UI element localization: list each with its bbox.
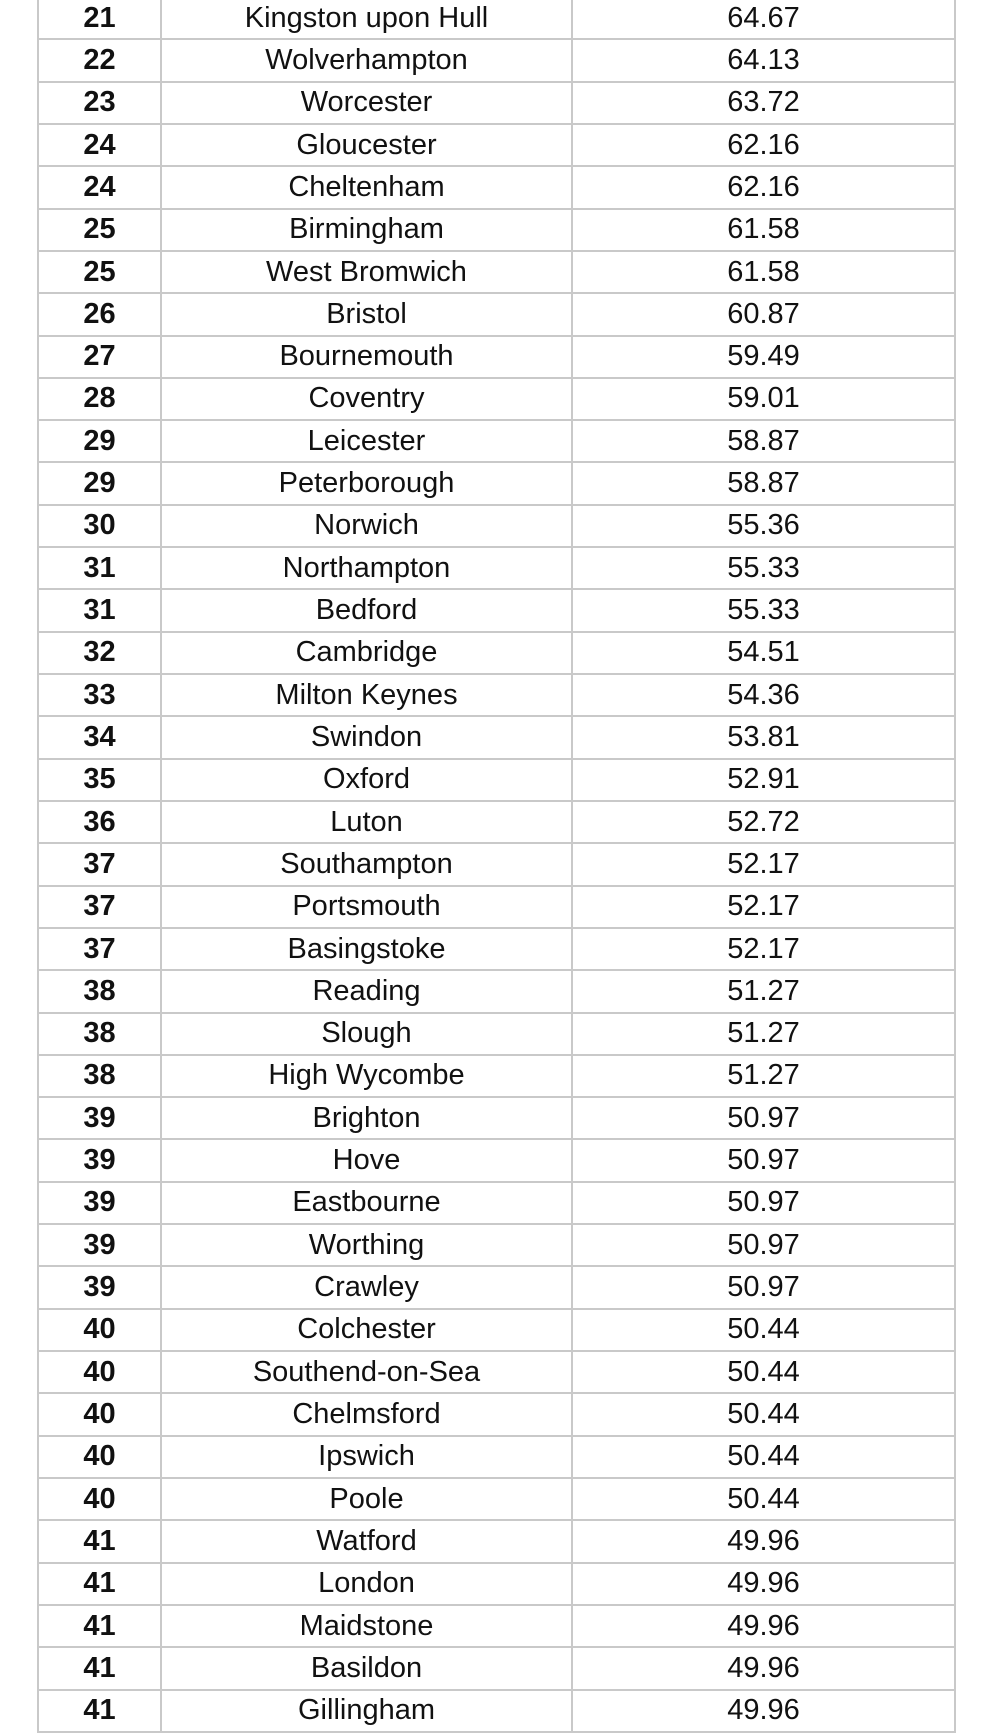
city-cell: Kingston upon Hull <box>161 0 572 39</box>
score-cell: 52.17 <box>572 843 955 885</box>
score-cell: 50.44 <box>572 1436 955 1478</box>
table-row <box>38 759 955 801</box>
city-cell: London <box>161 1563 572 1605</box>
rank-cell: 40 <box>38 1309 161 1351</box>
score-cell: 50.97 <box>572 1266 955 1308</box>
score-cell: 59.01 <box>572 378 955 420</box>
score-cell: 52.72 <box>572 801 955 843</box>
score-cell: 49.96 <box>572 1605 955 1647</box>
table-row <box>38 1436 955 1478</box>
city-cell: Cambridge <box>161 632 572 674</box>
table-row <box>38 1182 955 1224</box>
city-cell: Ipswich <box>161 1436 572 1478</box>
score-cell: 49.96 <box>572 1690 955 1732</box>
rank-cell: 28 <box>38 378 161 420</box>
city-cell: Coventry <box>161 378 572 420</box>
city-cell: Wolverhampton <box>161 39 572 81</box>
score-cell: 61.58 <box>572 251 955 293</box>
score-cell: 61.58 <box>572 209 955 251</box>
rank-cell: 41 <box>38 1690 161 1732</box>
score-cell: 60.87 <box>572 293 955 335</box>
table-row <box>38 378 955 420</box>
rank-cell: 39 <box>38 1266 161 1308</box>
table-row <box>38 0 955 39</box>
rank-cell: 24 <box>38 124 161 166</box>
score-cell: 50.44 <box>572 1478 955 1520</box>
table-row <box>38 886 955 928</box>
score-cell: 59.49 <box>572 336 955 378</box>
table-row <box>38 293 955 335</box>
table-row <box>38 251 955 293</box>
city-cell: Oxford <box>161 759 572 801</box>
city-cell: Poole <box>161 1478 572 1520</box>
score-cell: 58.87 <box>572 462 955 504</box>
city-cell: Bedford <box>161 589 572 631</box>
rank-cell: 38 <box>38 1013 161 1055</box>
rank-cell: 25 <box>38 209 161 251</box>
table-row <box>38 1520 955 1562</box>
rank-cell: 39 <box>38 1097 161 1139</box>
rank-cell: 30 <box>38 505 161 547</box>
table-row <box>38 716 955 758</box>
score-cell: 55.36 <box>572 505 955 547</box>
rank-cell: 25 <box>38 251 161 293</box>
table-row <box>38 166 955 208</box>
rank-cell: 37 <box>38 843 161 885</box>
city-cell: Gillingham <box>161 1690 572 1732</box>
table-row <box>38 1139 955 1181</box>
score-cell: 64.13 <box>572 39 955 81</box>
table-row <box>38 209 955 251</box>
city-cell: Basingstoke <box>161 928 572 970</box>
table-row <box>38 39 955 81</box>
city-cell: Worcester <box>161 82 572 124</box>
table-row <box>38 1351 955 1393</box>
score-cell: 64.67 <box>572 0 955 39</box>
score-cell: 49.96 <box>572 1520 955 1562</box>
table-row <box>38 505 955 547</box>
score-cell: 49.96 <box>572 1563 955 1605</box>
rank-cell: 29 <box>38 462 161 504</box>
city-cell: Swindon <box>161 716 572 758</box>
table-row <box>38 843 955 885</box>
rank-cell: 29 <box>38 420 161 462</box>
city-cell: Cheltenham <box>161 166 572 208</box>
score-cell: 54.36 <box>572 674 955 716</box>
table-row <box>38 928 955 970</box>
rank-cell: 41 <box>38 1563 161 1605</box>
score-cell: 62.16 <box>572 166 955 208</box>
city-cell: Chelmsford <box>161 1393 572 1435</box>
rank-cell: 41 <box>38 1605 161 1647</box>
rank-cell: 39 <box>38 1182 161 1224</box>
table-row <box>38 632 955 674</box>
rank-cell: 37 <box>38 928 161 970</box>
city-cell: Norwich <box>161 505 572 547</box>
city-cell: Birmingham <box>161 209 572 251</box>
score-cell: 50.97 <box>572 1139 955 1181</box>
table-row <box>38 1055 955 1097</box>
score-cell: 55.33 <box>572 589 955 631</box>
city-cell: Northampton <box>161 547 572 589</box>
score-cell: 50.44 <box>572 1393 955 1435</box>
city-cell: Bournemouth <box>161 336 572 378</box>
city-cell: Colchester <box>161 1309 572 1351</box>
table-row <box>38 1224 955 1266</box>
rank-cell: 31 <box>38 547 161 589</box>
city-cell: Basildon <box>161 1647 572 1689</box>
city-cell: Brighton <box>161 1097 572 1139</box>
city-cell: Crawley <box>161 1266 572 1308</box>
table-row <box>38 1393 955 1435</box>
table-row <box>38 462 955 504</box>
rank-cell: 36 <box>38 801 161 843</box>
rank-cell: 31 <box>38 589 161 631</box>
rank-cell: 38 <box>38 970 161 1012</box>
rank-cell: 40 <box>38 1351 161 1393</box>
rank-cell: 37 <box>38 886 161 928</box>
rank-cell: 21 <box>38 0 161 39</box>
city-cell: Milton Keynes <box>161 674 572 716</box>
table-row <box>38 1605 955 1647</box>
city-cell: Reading <box>161 970 572 1012</box>
score-cell: 52.17 <box>572 928 955 970</box>
score-cell: 58.87 <box>572 420 955 462</box>
score-cell: 52.17 <box>572 886 955 928</box>
table-row <box>38 1647 955 1689</box>
score-cell: 49.96 <box>572 1647 955 1689</box>
rank-cell: 27 <box>38 336 161 378</box>
rank-cell: 26 <box>38 293 161 335</box>
city-cell: Bristol <box>161 293 572 335</box>
city-cell: Southend-on-Sea <box>161 1351 572 1393</box>
table-row <box>38 420 955 462</box>
table-row <box>38 801 955 843</box>
city-cell: Leicester <box>161 420 572 462</box>
score-cell: 62.16 <box>572 124 955 166</box>
table-row <box>38 1478 955 1520</box>
rank-cell: 33 <box>38 674 161 716</box>
score-cell: 51.27 <box>572 1055 955 1097</box>
rank-cell: 22 <box>38 39 161 81</box>
table-row <box>38 1013 955 1055</box>
score-cell: 50.97 <box>572 1182 955 1224</box>
table-row <box>38 1097 955 1139</box>
rank-cell: 23 <box>38 82 161 124</box>
city-cell: High Wycombe <box>161 1055 572 1097</box>
score-cell: 50.44 <box>572 1351 955 1393</box>
rank-cell: 39 <box>38 1224 161 1266</box>
score-cell: 50.97 <box>572 1097 955 1139</box>
table-row <box>38 1563 955 1605</box>
table-row <box>38 336 955 378</box>
score-cell: 63.72 <box>572 82 955 124</box>
table-row <box>38 1266 955 1308</box>
city-cell: Maidstone <box>161 1605 572 1647</box>
rank-cell: 40 <box>38 1436 161 1478</box>
city-ranking-table-body <box>38 0 955 1732</box>
city-cell: Luton <box>161 801 572 843</box>
score-cell: 51.27 <box>572 1013 955 1055</box>
city-ranking-table <box>37 0 956 1733</box>
score-cell: 54.51 <box>572 632 955 674</box>
city-cell: Gloucester <box>161 124 572 166</box>
rank-cell: 40 <box>38 1478 161 1520</box>
score-cell: 51.27 <box>572 970 955 1012</box>
city-cell: Eastbourne <box>161 1182 572 1224</box>
table-row <box>38 970 955 1012</box>
rank-cell: 34 <box>38 716 161 758</box>
rank-cell: 32 <box>38 632 161 674</box>
rank-cell: 40 <box>38 1393 161 1435</box>
city-cell: Worthing <box>161 1224 572 1266</box>
city-cell: Hove <box>161 1139 572 1181</box>
city-cell: Portsmouth <box>161 886 572 928</box>
city-cell: Watford <box>161 1520 572 1562</box>
table-row <box>38 1309 955 1351</box>
table-row <box>38 82 955 124</box>
score-cell: 50.97 <box>572 1224 955 1266</box>
rank-cell: 41 <box>38 1647 161 1689</box>
score-cell: 55.33 <box>572 547 955 589</box>
city-cell: Southampton <box>161 843 572 885</box>
city-cell: West Bromwich <box>161 251 572 293</box>
table-row <box>38 547 955 589</box>
score-cell: 50.44 <box>572 1309 955 1351</box>
table-row <box>38 674 955 716</box>
city-cell: Peterborough <box>161 462 572 504</box>
score-cell: 52.91 <box>572 759 955 801</box>
table-row <box>38 589 955 631</box>
rank-cell: 39 <box>38 1139 161 1181</box>
score-cell: 53.81 <box>572 716 955 758</box>
rank-cell: 24 <box>38 166 161 208</box>
table-row <box>38 124 955 166</box>
rank-cell: 41 <box>38 1520 161 1562</box>
rank-cell: 35 <box>38 759 161 801</box>
rank-cell: 38 <box>38 1055 161 1097</box>
city-cell: Slough <box>161 1013 572 1055</box>
